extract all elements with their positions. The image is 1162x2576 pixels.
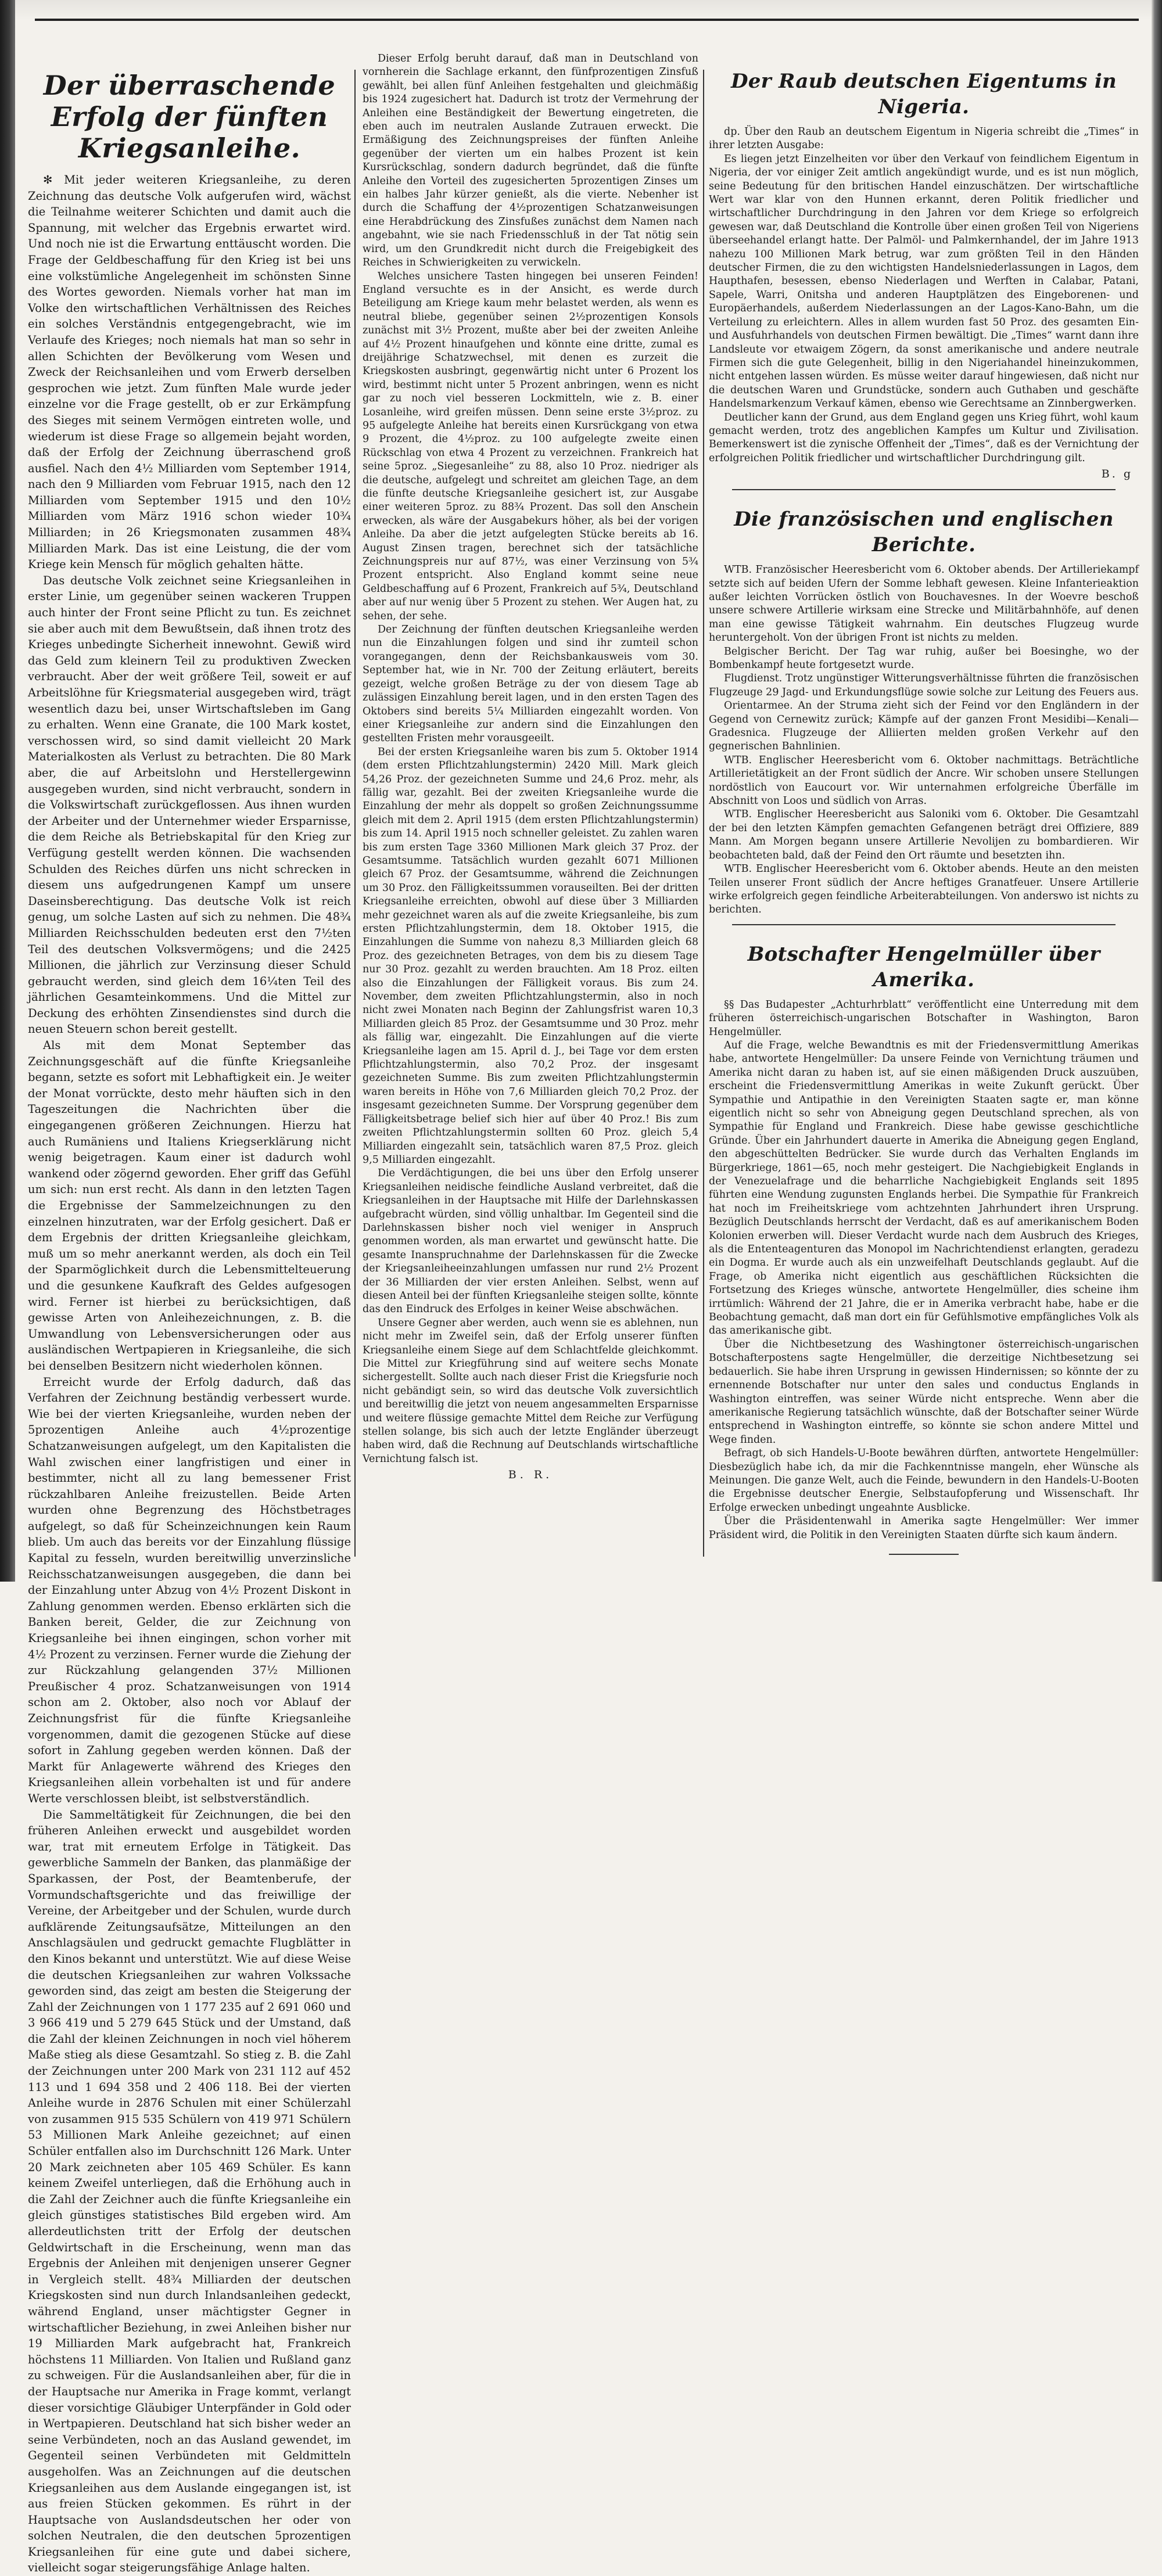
scan-top-edge (0, 0, 1162, 20)
article-1-headline: Der überraschende Erfolg der fünften Kriegsanleihe. (43, 70, 336, 164)
column-1 (28, 52, 351, 2575)
top-rule (35, 19, 1139, 21)
article-1-paragraph-3: Als mit dem Monat September das Zeichnungsgeschäft auf die fünfte Kriegsanleihe begann, setzte es sofort mit Lebhaftigkeit ein. Je weiter der Monat vorrückte, desto mehr häuften sich in den Tageszeitungen die Nachrichten über die eingegangenen größeren Zeichnungen. Hierzu hat auch Rumäniens und Italiens Kriegserklärung nicht wenig beigetragen. Kaum einer ist dadurch wohl wankend oder zögernd geworden. Eher griff das Gefühl um sich: nun erst recht. Als dann in den letzten Tagen die Ergebnisse der Sammelzeichnungen zu den einzelnen hinzutraten, war der Erfolg gesichert. Daß er dem Ergebnis der dritten Kriegsanleihe gleichkam, muß um so mehr anerkannt werden, als doch ein Teil der Sparmöglichkeit durch die Lebensmittelteuerung und die gesunkene Kaufkraft des Geldes aufgesogen wird. Ferner ist hierbei zu berücksichtigen, daß gewisse Arten von Anleihezeichnungen, z. B. die Umwandlung von Lebensversicherungen oder aus ausländischen Wertpapieren in Kriegsanleihe, die sich bei denselben Besitzern nicht wiederholen können. (28, 1039, 351, 1373)
article-2-signature: B. g (1101, 468, 1133, 481)
article-4-paragraph-4: Befragt, ob sich Handels-U-Boote bewähren dürften, antwortete Hengelmüller: Diesbezüglich habe ich, da mir die Fachkenntnisse mangeln, eher Wünsche als Meinungen. Die ganze Welt, auch die Feinde, bewundern in den Handels-U-Booten die Ergebnisse deutscher Energie, Selbstaufopferung und Wissenschaft. Ihr Erfolge erwecken unbedingt ungeahnte Ausblicke. (709, 1447, 1139, 1514)
article-1-signature: B. R. (508, 1468, 553, 1482)
article-3-paragraph-3: Flugdienst. Trotz ungünstiger Witterungsverhältnisse führten die französischen Flugzeuge 29 Jagd- und Erkundungsflüge sowie solche zur Leitung des Feuers aus. (709, 673, 1139, 698)
column-rule-1 (354, 70, 356, 1557)
article-1-paragraph-9: Bei der ersten Kriegsanleihe waren bis zum 5. Oktober 1914 (dem ersten Pflichtzahlungstermin) 2420 Mill. Mark gleich 54,26 Proz. der gezeichneten Summe und 24,6 Proz. mehr, als fällig war, gezahlt. Bei der zweiten Kriegsanleihe wurde die Einzahlung der mehr als doppelt so großen Zeichnungssumme gleich mit dem 2. April 1915 (dem ersten Pflichtzahlungstermin) bis zum 14. April 1915 noch schneller geleistet. Zu zahlen waren bis zum ersten Tage 3360 Millionen Mark gleich 37 Proz. der Gesamtsumme. Tatsächlich wurden gezahlt 6071 Millionen gleich 67 Proz. der Gesamtsumme, während die Zeichnungen um 30 Proz. den Fälligkeitssummen vorauseilten. Bei der dritten Kriegsanleihe erreichten, obwohl auf diese über 3 Milliarden mehr gezeichnet waren als auf die zweite Kriegsanleihe, bis zum ersten Pflichtzahlungstermin, dem 18. Oktober 1915, die Einzahlungen die Summe von nahezu 8,3 Milliarden gleich 68 Proz. des gezeichneten Betrages, von dem bis zu diesem Tage nur 30 Proz. gezahlt zu werden brauchten. Am 18 Proz. eilten also die Einzahlungen der Fälligkeit voraus. Bis zum 24. November, dem zweiten Pflichtzahlungstermin, also in noch nicht zwei Monaten nach Beginn der Zahlungsfrist waren 10,3 Milliarden gleich 85 Proz. der Gesamtsumme und 30 Proz. mehr als fällig war, eingezahlt. Die Einzahlungen auf die vierte Kriegsanleihe lagen am 15. April d. J., bei Tage vor dem ersten Pflichtzahlungstermin, also 70,2 Proz. der insgesamt gezeichneten Summe. Bis zum zweiten Pflichtzahlungstermin waren bereits in Höhe von 7,6 Milliarden gleich 70,2 Proz. der insgesamt gezeichneten Summe. Der Vorsprung gegenüber dem Fälligkeitsbetrage belief sich hier auf über 40 Proz.! Bis zum zweiten Pflichtzahlungstermin sollten 60 Proz. gleich 5,4 Milliarden eingezahlt sein, tatsächlich waren 87,5 Proz. gleich 9,5 Milliarden eingezahlt. (363, 746, 698, 1166)
article-4-paragraph-3: Über die Nichtbesetzung des Washingtoner österreichisch-ungarischen Botschafterpostens sagte Hengelmüller, die derzeitige Nichtbesetzung sei bedauerlich. Sie habe ihren Ursprung in gewissen Hindernissen; so könnte der zu ernennende Botschafter nur unter den sales und conductus Englands in Washington eintreffen, was seiner Würde nicht entspreche. Wenn aber die amerikanische Regierung tatsächlich wünschte, daß der Botschafter seiner Würde entsprechend in Washington eintreffe, so könnte sie schon andere Mittel und Wege finden. (709, 1338, 1139, 1446)
article-2-headline: Der Raub deutschen Eigentums in Nigeria. (730, 70, 1117, 118)
article-2-paragraph-2: Es liegen jetzt Einzelheiten vor über den Verkauf von feindlichem Eigentum in Nigeria, der vor einiger Zeit amtlich angekündigt wurde, und es ist nun möglich, seine Bedeutung für den britischen Handel einzuschätzen. Der wirtschaftliche Wert war klar von den Hunnen erkannt, deren Politik friedlicher und wirtschaftlicher Durchdringung in den Jahren vor dem Kriege so erfolgreich gewesen war, daß Deutschland die Kontrolle über einen großen Teil von Nigeriens überseehandel erlangt hatte. Der Palmöl- und Palmkernhandel, der im Jahre 1913 nahezu 100 Millionen Mark betrug, war zum größten Teil in den Händen deutscher Firmen, die zu den wichtigsten Handelsniederlassungen in Lagos, dem Haupthafen, besessen, ebenso Niederlagen und Werften in Calabar, Patani, Sapele, Warri, Onitsha und anderen Hauptplätzen des Eingeborenen- und Europäerhandels, außerdem Niederlassungen an der Lagos-Kano-Bahn, um die Verteilung zu erleichtern. Alles in allem wurden fast 50 Proz. des gesamten Ein- und Ausfuhrhandels von deutschen Firmen bewältigt. Die „Times“ warnt dann ihre Landsleute vor etwaigem Zögern, da sonst amerikanische und andere neutrale Firmen sich die gute Gelegenheit, billig in den Nigeriahandel hineinzukommen, nicht entgehen lassen würden. Es müsse weiter darauf hingewiesen, daß nicht nur die deutschen Waren und Grundstücke, sondern auch Guthaben und geschäfte Handelsmarkenzum Verkauf kämen, ebenso wie Gerechtsame an Zinnbergwerken. (709, 153, 1139, 410)
article-3-paragraph-7: WTB. Englischer Heeresbericht vom 6. Oktober abends. Heute an den meisten Teilen unserer Front südlich der Ancre heftiges Granatfeuer. Unsere Artillerie wirke erfolgreich gegen feindliche Arbeiterabteilungen. Von anderswo ist nichts zu berichten. (709, 863, 1139, 916)
article-separator-2 (732, 924, 1116, 925)
article-2-paragraph-3: Deutlicher kann der Grund, aus dem England gegen uns Krieg führt, wohl kaum gemacht werden, trotz des angeblichen Kampfes um Kultur und Zivilisation. Bemerkenswert ist die zynische Offenheit der „Times“, daß es der Vernichtung der erfolgreichen Politik friedlicher und wirtschaftlicher Durchdringung gilt. (709, 411, 1139, 464)
column-rule-2 (703, 70, 704, 1557)
article-3-headline: Die französischen und englischen Berichte. (734, 508, 1114, 557)
article-4-paragraph-5: Über die Präsidentenwahl in Amerika sagte Hengelmüller: Wer immer Präsident wird, die Politik in den Vereinigten Staaten dürfte sich kaum ändern. (709, 1515, 1139, 1541)
article-3-paragraph-4: Orientarmee. An der Struma zieht sich der Feind vor den Engländern in der Gegend von Cernewitz zurück; Kämpfe auf der ganzen Front Mesidibi—Kenali—Gradesnica. Flugzeuge der Alliierten melden großen Verkehr auf den gegnerischen Bahnlinien. (709, 700, 1139, 753)
article-2-paragraph-1: dp. Über den Raub an deutschem Eigentum in Nigeria schreibt die „Times“ in ihrer letzten Ausgabe: (709, 126, 1139, 152)
article-4-paragraph-1: §§ Das Budapester „Achturhrblatt“ veröffentlicht eine Unterredung mit dem früheren österreichisch-ungarischen Botschafter in Washington, Baron Hengelmüller. (709, 998, 1139, 1038)
article-3-paragraph-2: Belgischer Bericht. Der Tag war ruhig, außer bei Boesinghe, wo der Bombenkampf heute fortgesetzt wurde. (709, 645, 1139, 671)
article-1-paragraph-1: ✻ Mit jeder weiteren Kriegsanleihe, zu deren Zeichnung das deutsche Volk aufgerufen wird, wächst die Teilnahme weiterer Schichten und damit auch die Spannung, mit welcher das Ergebnis erwartet wird. Und noch nie ist die Erwartung enttäuscht worden. Die Frage der Geldbeschaffung für den Krieg ist bei uns eine volkstümliche Angelegenheit im schönsten Sinne des Wortes geworden. Niemals vorher hat man im Volke den wirtschaftlichen Verhältnissen des Reiches ein solches Verständnis entgegengebracht, wie im Verlaufe des Krieges; noch niemals hat man so sehr in allen Schichten der Bevölkerung vom Wesen und Zweck der Reichsanleihen und vom Erwerb derselben gesprochen wie jetzt. Zum fünften Male wurde jeder einzelne vor die Frage gestellt, ob er zur Erkämpfung des Sieges mit seinem Vermögen eintreten wolle, und wiederum ist diese Frage so allgemein bejaht worden, daß der Erfolg der Zeichnung überraschend groß ausfiel. Nach den 4½ Milliarden vom September 1914, nach den 9 Milliarden vom Februar 1915, nach den 12 Milliarden vom September 1915 und den 10½ Milliarden vom März 1916 schon wieder 10¾ Milliarden; in 26 Kriegsmonaten zusammen 48¾ Milliarden Mark. Das ist eine Leistung, die der vom Kriege kein Mensch für möglich gehalten hätte. (28, 173, 351, 572)
article-3-paragraph-5: WTB. Englischer Heeresbericht vom 6. Oktober nachmittags. Beträchtliche Artillerietätigkeit an der Front südlich der Ancre. Wir schoben unsere Stellungen nordöstlich von Eaucourt vor. Wir unternahmen erfolgreiche Überfälle im Abschnitt von Loos und südlich von Arras. (709, 754, 1139, 807)
article-1-paragraph-11: Unsere Gegner aber werden, auch wenn sie es ablehnen, nun nicht mehr im Zweifel sein, daß der Erfolg unserer fünften Kriegsanleihe einem Siege auf dem Schlachtfelde gleichkommt. Die Mittel zur Kriegführung sind auf weitere sechs Monate sichergestellt. Sollte auch nach dieser Frist die Kriegsfurie noch nicht gebändigt sein, so wird das deutsche Volk zuversichtlich und bereitwillig die jetzt von neuem angesammelten Ersparnisse und weitere flüssige gemachte Mittel dem Reiche zur Verfügung stellen solange, bis sich auch der letzte Engländer überzeugt haben wird, daß die Rechnung auf Deutschlands wirtschaftliche Vernichtung falsch ist. (363, 1317, 698, 1465)
column-3 (709, 52, 1139, 1557)
article-end-rule (889, 1554, 959, 1555)
article-1-paragraph-2: Das deutsche Volk zeichnet seine Kriegsanleihen in erster Linie, um gegenüber seinen wackeren Truppen auch hinter der Front seine Pflicht zu tun. Es zeichnet sie aber auch mit dem Bewußtsein, daß ihnen trotz des Krieges unbedingte Sicherheit innewohnt. Gewiß wird das Geld zum kleinern Teil zu produktiven Zwecken verbraucht. Aber der weit größere Teil, soweit er auf Arbeitslöhne für Kriegsmaterial ausgegeben wird, trägt wesentlich dazu bei, unser Wirtschaftsleben im Gang zu erhalten. Wenn eine Granate, die 100 Mark kostet, verschossen wird, so sind damit vielleicht 20 Mark Materialkosten als Verlust zu betrachten. Die 80 Mark aber, die auf Arbeitslohn und Herstellergewinn ausgegeben wurden, sind nicht verbraucht, sondern in die Volkswirtschaft zurückgeflossen. Aus ihnen wurden der Arbeiter und der Unternehmer wieder Ersparnisse, die dem Reiche als Betriebskapital für den Krieg zur Verfügung gestellt werden können. Die wachsenden Schulden des Reiches dürfen uns nicht schrecken in diesem uns aufgedrungenen Kampf um unsere Daseinsberechtigung. Das deutsche Volk ist reich genug, um solche Lasten auf sich zu nehmen. Die 48¾ Milliarden Reichsschulden bedeuten erst den 7½ten Teil des deutschen Volksvermögens; und die 2425 Millionen, die jährlich zur Verzinsung dieser Schuld gebraucht werden, sind gleich dem 16¼ten Teil des jährlichen Gesamteinkommens. Und die Mittel zur Deckung des erhöhten Zinsendienstes sind durch die neuen Steuern schon bereit gestellt. (28, 573, 351, 1036)
article-separator-1 (732, 489, 1116, 490)
column-2 (363, 52, 698, 1557)
scan-left-edge (0, 0, 15, 1582)
article-3-paragraph-1: WTB. Französischer Heeresbericht vom 6. Oktober abends. Der Artilleriekampf setzte sich auf beiden Ufern der Somme lebhaft gewesen. Kleine Infanterieaktion außer leichten Vorrücken östlich von Bouchavesnes. In der Woevre beschoß unsere schwere Artillerie wirksam eine Strecke und Militärbahnhöfe, auf denen man eine gewisse Tätigkeit wahrnahm. Ein deutsches Flugzeug wurde heruntergeholt. Von der übrigen Front ist nichts zu melden. (709, 564, 1139, 644)
article-1-paragraph-6: Dieser Erfolg beruht darauf, daß man in Deutschland von vornherein die Sachlage erkannt, den fünfprozentigen Zinsfuß gewählt, bei allen fünf Anleihen festgehalten und gleichmäßig bis 1924 zugesichert hat. Dadurch ist trotz der Vermehrung der Anleihen eine Beständigkeit der Bewertung eingetreten, die eben auch im neutralen Auslande Zutrauen erweckt. Die Ermäßigung des Zeichnungspreises der fünften Anleihe gegenüber der vierten um ein halbes Prozent ist kein Kursrückschlag, sondern dadurch begründet, daß die fünfte Anleihe den Vorteil des zugesicherten 5prozentigen Zinses um ein halbes Jahr kürzer genießt, als die vierte. Nebenher ist durch die Schaffung der 4½prozentigen Schatzanweisungen eine Herabdrückung des Zinsfußes zunächst dem Namen nach angebahnt, wie sie nach Friedensschluß in der Tat nötig sein wird, um den Grundkredit nicht durch die Freigebigkeit des Reiches in Schwierigkeiten zu verwickeln. (363, 53, 698, 269)
article-1-paragraph-5: Die Sammeltätigkeit für Zeichnungen, die bei den früheren Anleihen erweckt und ausgebildet worden war, trat mit erneutem Erfolge in Tätigkeit. Das gewerbliche Sammeln der Banken, das planmäßige der Sparkassen, der Post, der Beamtenberufe, der Vormundschaftsgerichte und das freiwillige der Vereine, der Arbeitgeber und der Schulen, wurde durch aufklärende Zeitungsaufsätze, Mitteilungen an den Anschlagsäulen und gedruckt gemachte Flugblätter in den Kinos bekannt und unterstützt. Wie auf diese Weise die deutschen Kriegsanleihen zur wahren Volkssache geworden sind, das zeigt am besten die Steigerung der Zahl der Zeichnungen von 1 177 235 auf 2 691 060 und 3 966 419 und 5 279 645 Stück und der Umstand, daß die Zahl der kleinen Zeichnungen in noch viel höherem Maße stieg als diese Gesamtzahl. So stieg z. B. die Zahl der Zeichnungen unter 200 Mark von 231 112 auf 452 113 und 1 694 358 und 2 406 118. Bei der vierten Anleihe wurde in 2876 Schulen mit einer Schülerzahl von zusammen 915 535 Schülern von 419 971 Schülern 53 Millionen Mark Anleihe gezeichnet; auf einen Schüler entfallen also im Durchschnitt 126 Mark. Unter 20 Mark zeichneten aber 105 469 Schüler. Es kann keinem Zweifel unterliegen, daß die Erhöhung auch in die Zahl der Zeichner auch die fünfte Kriegsanleihe ein gleich günstiges statistisches Bild ergeben wird. Am allerdeutlichsten tritt der Erfolg der deutschen Geldwirtschaft in die Erscheinung, wenn man das Ergebnis der Anleihen mit denjenigen unserer Gegner in Vergleich stellt. 48¾ Milliarden der deutschen Kriegskosten sind nun durch Inlandsanleihen gedeckt, während England, unser mächtigster Gegner in wirtschaftlicher Beziehung, in zwei Anleihen bisher nur 19 Milliarden Mark aufgebracht hat, Frankreich höchstens 11 Milliarden. Von Italien und Rußland ganz zu schweigen. Für die Auslandsanleihen aber, für die in der Hauptsache nur Amerika in Frage kommt, verlangt dieser vorsichtige Gläubiger Unterpfänder in Gold oder in Wertpapieren. Deutschland hat sich bisher weder an seine Verbündeten, noch an das Ausland gewendet, im Gegenteil seinen Verbündeten mit Geldmitteln ausgeholfen. Was an Zeichnungen auf die deutschen Kriegsanleihen aus dem Auslande eingegangen ist, ist aus freien Stücken gekommen. Es rührt in der Hauptsache von Auslandsdeutschen her oder von solchen Neutralen, die den deutschen 5prozentigen Kriegsanleihen für eine gute und dabei sichere, vielleicht sogar steigerungsfähige Anlage halten. (28, 1808, 351, 2575)
scan-right-edge (1152, 0, 1162, 1582)
article-1-paragraph-4: Erreicht wurde der Erfolg dadurch, daß das Verfahren der Zeichnung beständig verbessert wurde. Wie bei der vierten Kriegsanleihe, wurden neben der 5prozentigen Anleihe auch 4½prozentige Schatzanweisungen aufgelegt, um den Kapitalisten die Wahl zwischen einer langfristigen und einer in bestimmter, nicht all zu lang bemessener Frist rückzahlbaren Anleihe freizustellen. Beide Arten wurden ohne Begrenzung des Höchstbetrages aufgelegt, so daß für Scheinzeichnungen kein Raum blieb. Um auch das bereits vor der Einzahlung flüssige Kapital zu fesseln, wurden bereitwillig unverzinsliche Reichsschatzanweisungen ausgegeben, die dann bei der Einzahlung unter Abzug von 4½ Prozent Diskont in Zahlung genommen werden. Ebenso erklärten sich die Banken bereit, Gelder, die zur Zeichnung von Kriegsanleihe bei ihnen eingingen, schon vorher mit 4½ Prozent zu verzinsen. Ferner wurde die Ziehung der zur Rückzahlung gelangenden 37½ Millionen Preußischer 4 proz. Schatzanweisungen von 1914 schon am 2. Oktober, also noch vor Ablauf der Zeichnungsfrist für die fünfte Kriegsanleihe vorgenommen, damit die gezogenen Stücke auf diese sofort in Zahlung gegeben werden können. Daß der Markt für Anlagewerte während des Krieges den Kriegsanleihen allein vorbehalten ist und für andere Werte verschlossen bleibt, ist selbstverständlich. (28, 1375, 351, 1805)
article-3-paragraph-6: WTB. Englischer Heeresbericht aus Saloniki vom 6. Oktober. Die Gesamtzahl der bei den letzten Kämpfen gemachten Gefangenen beträgt drei Offiziere, 889 Mann. Am Morgen begann unsere Artillerie Nevolijen zu bombardieren. Wir beobachteten bald, daß der Feind den Ort räumte und besetzten ihn. (709, 809, 1139, 861)
article-1-paragraph-10: Die Verdächtigungen, die bei uns über den Erfolg unserer Kriegsanleihen neidische feindliche Ausland verbreitet, daß die Kriegsanleihen in der Hauptsache mit Hilfe der Darlehnskassen aufgebracht würden, sind völlig unhaltbar. Im Gegenteil sind die Darlehnskassen bisher noch viel weniger in Anspruch genommen worden, als man erwartet und gewünscht hatte. Die gesamte Inanspruchnahme der Darlehnskassen für die Zwecke der Kriegsanleiheeinzahlungen umfassen nur rund 2½ Prozent der 36 Milliarden der vier ersten Anleihen. Selbst, wenn auf diesen Anteil bei der fünften Kriegsanleihe steigen sollte, könnte das den Eindruck des Erfolges in keiner Weise abschwächen. (363, 1167, 698, 1316)
article-4-headline: Botschafter Hengelmüller über Amerika. (747, 942, 1100, 991)
article-1-paragraph-7: Welches unsichere Tasten hingegen bei unseren Feinden! England versuchte es in der Ansicht, es werde durch Beteiligung am Kriege kaum mehr belastet werden, als wenn es neutral bliebe, gegenüber seinen 2½prozentigen Konsols zunächst mit 3½ Prozent, mußte aber bei der zweiten Anleihe auf 4½ Prozent hinaufgehen und könnte eine dritte, zumal es dreijährige Schatzwechsel, mit denen es zurzeit die Kriegskosten ausbringt, gegenwärtig nicht unter 6 Prozent los wird, bestimmt nicht unter 5 Prozent anbringen, wenn es nicht gar zu noch viel besseren Lockmitteln, wie z. B. einer Losanleihe, wird greifen müssen. Denn seine erste 3½proz. zu 95 aufgelegte Anleihe hat bereits einen Kursrückgang von etwa 9 Prozent, die 4½proz. zu 100 aufgelegte zweite einen Rückschlag von etwa 4 Prozent zu verzeichnen. Frankreich hat seine 5proz. „Siegesanleihe“ zu 88, also 10 Proz. niedriger als die deutsche, aufgelegt und schreitet am gleichen Tage, an dem die fünfte deutsche Kriegsanleihe gesichert ist, zur Ausgabe einer weiteren 5proz. zu 88¾ Prozent. Das soll den Anschein erwecken, als wäre der Ausgabekurs höher, als bei der vorigen Anleihe. Da aber die jetzt aufgelegten Stücke bereits ab 16. August Zinsen tragen, berechnet sich der tatsächliche Zeichnungspreis nur auf 87½, was einer Verzinsung von 5¾ Prozent entspricht. Also England kommt seine neue Geldbeschaffung auf 6 Prozent, Frankreich auf 5¾, Deutschland aber auf nur wenig über 5 Prozent zu stehen. Wer Augen hat, zu sehen, der sehe. (363, 270, 698, 622)
article-1-paragraph-8: Der Zeichnung der fünften deutschen Kriegsanleihe werden nun die Einzahlungen folgen und sind ihr zumteil schon vorangegangen, denn der Reichsbankausweis vom 30. September hat, wie in Nr. 700 der Zeitung erläutert, bereits gezeigt, welche großen Beträge zu der von diesem Tage ab zulässigen Einzahlung bereit lagen, und in den ersten Tagen des Oktobers sind bereits 5¼ Milliarden eingezahlt worden. Von einer Kriegsanleihe zur andern sind die Einzahlungen den gestellten Fristen mehr vorausgeeilt. (363, 624, 698, 745)
article-4-paragraph-2: Auf die Frage, welche Bewandtnis es mit der Friedensvermittlung Amerikas habe, antwortete Hengelmüller: Da unsere Feinde von Vernichtung träumen und Amerika nicht daran zu haben ist, auf sie einen mäßigenden Druck auszuüben, erscheint die Friedensvermittlung Amerikas in weite Zukunft gerückt. Über Sympathie und Antipathie in den Vereinigten Staaten sagte er, man könne eigentlich nicht so sehr von Abneigung gegen Deutschland sprechen, als von Sympathie für England und Frankreich. Diese habe gewisse geschichtliche Gründe. Über ein Jahrhundert dauerte in Amerika die Abneigung gegen England, den abgeschüttelten Bedrücker. Sie wurde durch das Verhalten Englands im Bürgerkriege, 1861—65, noch mehr gesteigert. Die Nachgiebigkeit Englands in der Venezuelafrage und die beharrliche Nachgiebigkeit Englands seit 1895 führten eine Wendung zugunsten Englands herbei. Die Sympathie für Frankreich hat noch im Freiheitskriege vom achtzehnten Jahrhundert ihren Ursprung. Bezüglich Deutschlands herrscht der Verdacht, daß es auf amerikanischem Boden Kolonien erwerben will. Dieser Verdacht wurde nach dem Ausbruch des Krieges, als die Ententeagenturen das Monopol im Nachrichtendienst erlangten, geradezu ein Dogma. Er wurde auch als ein unzweifelhaft Deutschlands geglaubt. Auf die Frage, ob Amerika nicht eigentlich aus geschäftlichen Rücksichten die Fortsetzung des Krieges wünsche, antwortete Hengelmüller, dies scheine ihm irrtümlich: Während der 21 Jahre, die er in Amerika verbracht habe, habe er die Beobachtung gemacht, daß man dort ein für Gefühlsmotive empfängliches Volk als das amerikanische gibt. (709, 1039, 1139, 1337)
